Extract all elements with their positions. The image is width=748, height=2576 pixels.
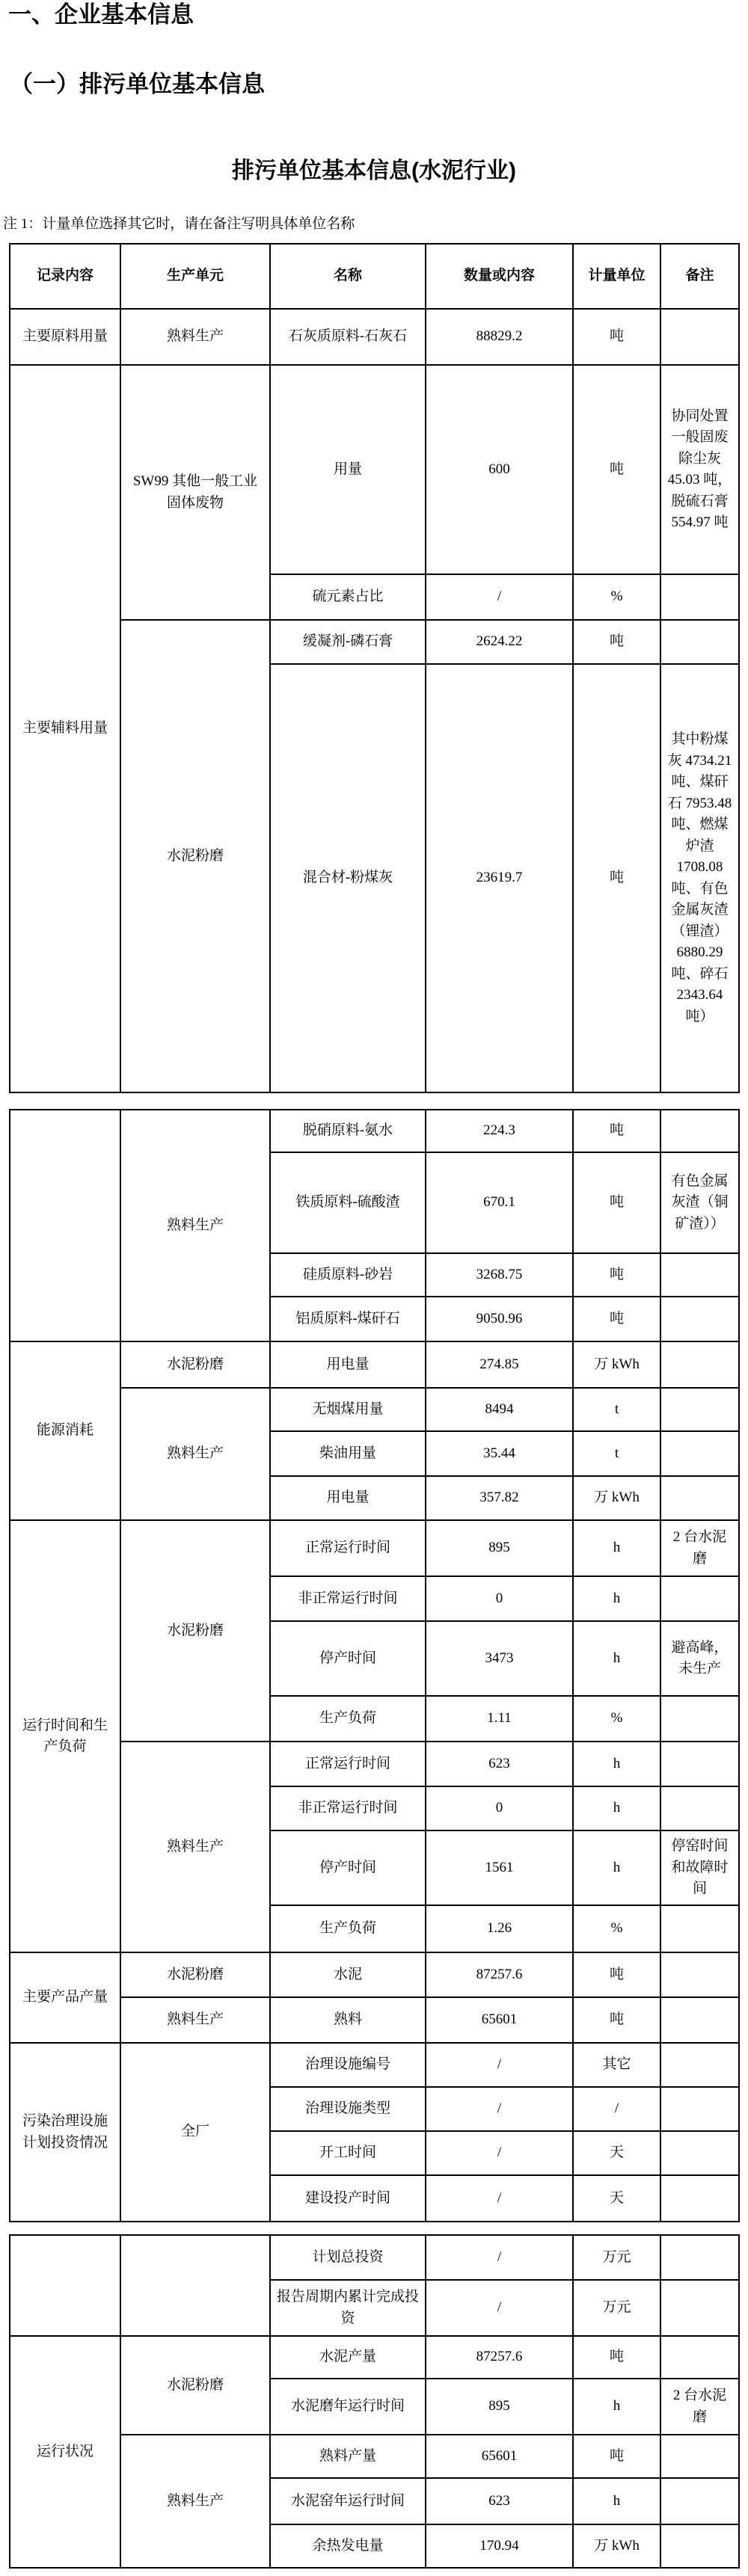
- unit-cell: 其它: [573, 2043, 660, 2087]
- record-category-cell: 主要产品产量: [10, 1952, 120, 2043]
- value-cell: 623: [426, 1742, 573, 1786]
- value-cell: 87257.6: [426, 1952, 573, 1997]
- remark-cell: [660, 1997, 739, 2043]
- production-unit-cell: 水泥粉磨: [120, 2336, 270, 2435]
- basic-info-table-part3: [9, 2234, 740, 2569]
- remark-cell: [660, 2435, 739, 2478]
- unit-cell: 吨: [573, 2435, 660, 2478]
- unit-cell: h: [573, 1742, 660, 1786]
- remark-cell: [660, 1786, 739, 1830]
- remark-cell: 2 台水泥磨: [660, 1520, 739, 1576]
- value-cell: 224.3: [426, 1110, 573, 1152]
- item-name-cell: 开工时间: [270, 2131, 426, 2175]
- value-cell: 65601: [426, 2435, 573, 2478]
- remark-cell: [660, 2478, 739, 2524]
- remark-cell: [660, 1696, 739, 1742]
- basic-info-table-part2: [9, 1109, 740, 2222]
- remark-cell: 2 台水泥磨: [660, 2379, 739, 2435]
- value-cell: 170.94: [426, 2524, 573, 2568]
- item-name-cell: 正常运行时间: [270, 1520, 426, 1576]
- remark-cell: [660, 2336, 739, 2379]
- value-cell: 65601: [426, 1997, 573, 2043]
- remark-cell: 避高峰，未生产: [660, 1621, 739, 1696]
- remark-cell: [660, 1341, 739, 1388]
- item-name-cell: 石灰质原料-石灰石: [270, 309, 426, 365]
- value-cell: 623: [426, 2478, 573, 2524]
- value-cell: 1.26: [426, 1905, 573, 1952]
- value-cell: /: [426, 2235, 573, 2280]
- value-cell: /: [426, 2131, 573, 2175]
- unit-cell: 吨: [573, 1152, 660, 1253]
- value-cell: 87257.6: [426, 2336, 573, 2379]
- item-name-cell: 用电量: [270, 1476, 426, 1520]
- record-category-cell: 运行状况: [10, 2336, 120, 2568]
- item-name-cell: 水泥磨年运行时间: [270, 2379, 426, 2435]
- value-cell: /: [426, 2175, 573, 2222]
- value-cell: 88829.2: [426, 309, 573, 365]
- remark-cell: [660, 1297, 739, 1341]
- unit-cell: h: [573, 1520, 660, 1576]
- unit-cell: h: [573, 1621, 660, 1696]
- column-header-name: 名称: [270, 244, 426, 309]
- value-cell: 600: [426, 365, 573, 574]
- remark-cell: 其中粉煤灰 4734.21 吨、煤矸石 7953.48 吨、燃煤炉渣 1708.08 吨、有色金属灰渣（锂渣）6880.29 吨、碎石 2343.64 吨）: [660, 664, 739, 1092]
- value-cell: /: [426, 2280, 573, 2336]
- remark-cell: [660, 574, 739, 620]
- production-unit-cell: [120, 2235, 270, 2336]
- column-header-record: 记录内容: [10, 244, 120, 309]
- remark-cell: [660, 1110, 739, 1152]
- value-cell: 8494: [426, 1388, 573, 1431]
- unit-cell: 吨: [573, 664, 660, 1092]
- item-name-cell: 无烟煤用量: [270, 1388, 426, 1431]
- record-category-cell: [10, 2235, 120, 2336]
- record-category-cell: 运行时间和生产负荷: [10, 1520, 120, 1952]
- item-name-cell: 停产时间: [270, 1621, 426, 1696]
- unit-cell: 吨: [573, 1997, 660, 2043]
- item-name-cell: 治理设施编号: [270, 2043, 426, 2087]
- value-cell: 670.1: [426, 1152, 573, 1253]
- item-name-cell: 铁质原料-硫酸渣: [270, 1152, 426, 1253]
- column-header-quantity: 数量或内容: [426, 244, 573, 309]
- remark-cell: [660, 1253, 739, 1297]
- record-category-cell: 污染治理设施计划投资情况: [10, 2043, 120, 2222]
- item-name-cell: 计划总投资: [270, 2235, 426, 2280]
- unit-cell: 吨: [573, 1952, 660, 1997]
- item-name-cell: 缓凝剂-磷石膏: [270, 620, 426, 664]
- remark-cell: [660, 1742, 739, 1786]
- unit-cell: %: [573, 1696, 660, 1742]
- unit-cell: 吨: [573, 365, 660, 574]
- unit-cell: 万 kWh: [573, 1341, 660, 1388]
- production-unit-cell: 水泥粉磨: [120, 620, 270, 1092]
- item-name-cell: 非正常运行时间: [270, 1786, 426, 1830]
- unit-cell: h: [573, 2478, 660, 2524]
- value-cell: 895: [426, 2379, 573, 2435]
- item-name-cell: 治理设施类型: [270, 2087, 426, 2131]
- item-name-cell: 用量: [270, 365, 426, 574]
- remark-cell: [660, 1905, 739, 1952]
- item-name-cell: 余热发电量: [270, 2524, 426, 2568]
- item-name-cell: 生产负荷: [270, 1905, 426, 1952]
- unit-cell: 吨: [573, 1297, 660, 1341]
- unit-cell: h: [573, 1786, 660, 1830]
- subsection-heading: （一）排污单位基本信息: [10, 71, 265, 97]
- remark-cell: 协同处置一般固废除尘灰 45.03 吨，脱硫石膏 554.97 吨: [660, 365, 739, 574]
- value-cell: 1.11: [426, 1696, 573, 1742]
- remark-cell: [660, 2087, 739, 2131]
- remark-cell: [660, 1576, 739, 1621]
- item-name-cell: 铝质原料-煤矸石: [270, 1297, 426, 1341]
- item-name-cell: 停产时间: [270, 1830, 426, 1905]
- remark-cell: [660, 2524, 739, 2568]
- remark-cell: [660, 1476, 739, 1520]
- production-unit-cell: 水泥粉磨: [120, 1341, 270, 1388]
- item-name-cell: 生产负荷: [270, 1696, 426, 1742]
- remark-cell: [660, 2131, 739, 2175]
- value-cell: 23619.7: [426, 664, 573, 1092]
- value-cell: /: [426, 2043, 573, 2087]
- value-cell: 357.82: [426, 1476, 573, 1520]
- item-name-cell: 水泥产量: [270, 2336, 426, 2379]
- unit-cell: 吨: [573, 309, 660, 365]
- table-note: 注 1：计量单位选择其它时，请在备注写明具体单位名称: [3, 216, 355, 232]
- item-name-cell: 建设投产时间: [270, 2175, 426, 2222]
- value-cell: 2624.22: [426, 620, 573, 664]
- remark-cell: [660, 2235, 739, 2280]
- unit-cell: 万元: [573, 2235, 660, 2280]
- production-unit-cell: 熟料生产: [120, 1742, 270, 1952]
- remark-cell: [660, 620, 739, 664]
- unit-cell: h: [573, 1576, 660, 1621]
- unit-cell: 万 kWh: [573, 2524, 660, 2568]
- production-unit-cell: 熟料生产: [120, 1388, 270, 1520]
- production-unit-cell: 水泥粉磨: [120, 1952, 270, 1997]
- value-cell: 1561: [426, 1830, 573, 1905]
- column-header-unit: 生产单元: [120, 244, 270, 309]
- value-cell: 35.44: [426, 1431, 573, 1476]
- value-cell: 0: [426, 1786, 573, 1830]
- production-unit-cell: 熟料生产: [120, 309, 270, 365]
- item-name-cell: 正常运行时间: [270, 1742, 426, 1786]
- basic-info-table-part1: [9, 243, 740, 1093]
- item-name-cell: 用电量: [270, 1341, 426, 1388]
- remark-cell: [660, 1431, 739, 1476]
- value-cell: 9050.96: [426, 1297, 573, 1341]
- record-category-cell: [10, 1110, 120, 1341]
- unit-cell: %: [573, 574, 660, 620]
- production-unit-cell: SW99 其他一般工业固体废物: [120, 365, 270, 620]
- item-name-cell: 水泥窑年运行时间: [270, 2478, 426, 2524]
- item-name-cell: 硫元素占比: [270, 574, 426, 620]
- value-cell: 3268.75: [426, 1253, 573, 1297]
- unit-cell: 万元: [573, 2280, 660, 2336]
- value-cell: /: [426, 2087, 573, 2131]
- unit-cell: /: [573, 2087, 660, 2131]
- remark-cell: [660, 1388, 739, 1431]
- item-name-cell: 报告周期内累计完成投资: [270, 2280, 426, 2336]
- unit-cell: 吨: [573, 620, 660, 664]
- unit-cell: 吨: [573, 2336, 660, 2379]
- column-header-remark: 备注: [660, 244, 739, 309]
- table-title: 排污单位基本信息(水泥行业): [232, 159, 516, 183]
- unit-cell: 吨: [573, 1110, 660, 1152]
- item-name-cell: 脱硝原料-氨水: [270, 1110, 426, 1152]
- remark-cell: 停窑时间和故障时间: [660, 1830, 739, 1905]
- remark-cell: [660, 309, 739, 365]
- item-name-cell: 硅质原料-砂岩: [270, 1253, 426, 1297]
- column-header-measure: 计量单位: [573, 244, 660, 309]
- item-name-cell: 熟料: [270, 1997, 426, 2043]
- section-heading: 一、企业基本信息: [8, 1, 194, 28]
- remark-cell: 有色金属灰渣（铜矿渣））: [660, 1152, 739, 1253]
- unit-cell: 万 kWh: [573, 1476, 660, 1520]
- unit-cell: h: [573, 2379, 660, 2435]
- production-unit-cell: 水泥粉磨: [120, 1520, 270, 1742]
- value-cell: 274.85: [426, 1341, 573, 1388]
- value-cell: /: [426, 574, 573, 620]
- record-category-cell: 主要辅料用量: [10, 365, 120, 1092]
- item-name-cell: 柴油用量: [270, 1431, 426, 1476]
- remark-cell: [660, 1952, 739, 1997]
- remark-cell: [660, 2175, 739, 2222]
- production-unit-cell: 熟料生产: [120, 1110, 270, 1341]
- item-name-cell: 非正常运行时间: [270, 1576, 426, 1621]
- production-unit-cell: 熟料生产: [120, 1997, 270, 2043]
- remark-cell: [660, 2280, 739, 2336]
- item-name-cell: 水泥: [270, 1952, 426, 1997]
- unit-cell: t: [573, 1431, 660, 1476]
- remark-cell: [660, 2043, 739, 2087]
- record-category-cell: 主要原料用量: [10, 309, 120, 365]
- item-name-cell: 混合材-粉煤灰: [270, 664, 426, 1092]
- production-unit-cell: 全厂: [120, 2043, 270, 2222]
- item-name-cell: 熟料产量: [270, 2435, 426, 2478]
- unit-cell: 吨: [573, 1253, 660, 1297]
- value-cell: 895: [426, 1520, 573, 1576]
- record-category-cell: 能源消耗: [10, 1341, 120, 1520]
- unit-cell: t: [573, 1388, 660, 1431]
- unit-cell: 天: [573, 2131, 660, 2175]
- value-cell: 3473: [426, 1621, 573, 1696]
- unit-cell: h: [573, 1830, 660, 1905]
- unit-cell: 天: [573, 2175, 660, 2222]
- production-unit-cell: 熟料生产: [120, 2435, 270, 2568]
- value-cell: 0: [426, 1576, 573, 1621]
- unit-cell: %: [573, 1905, 660, 1952]
